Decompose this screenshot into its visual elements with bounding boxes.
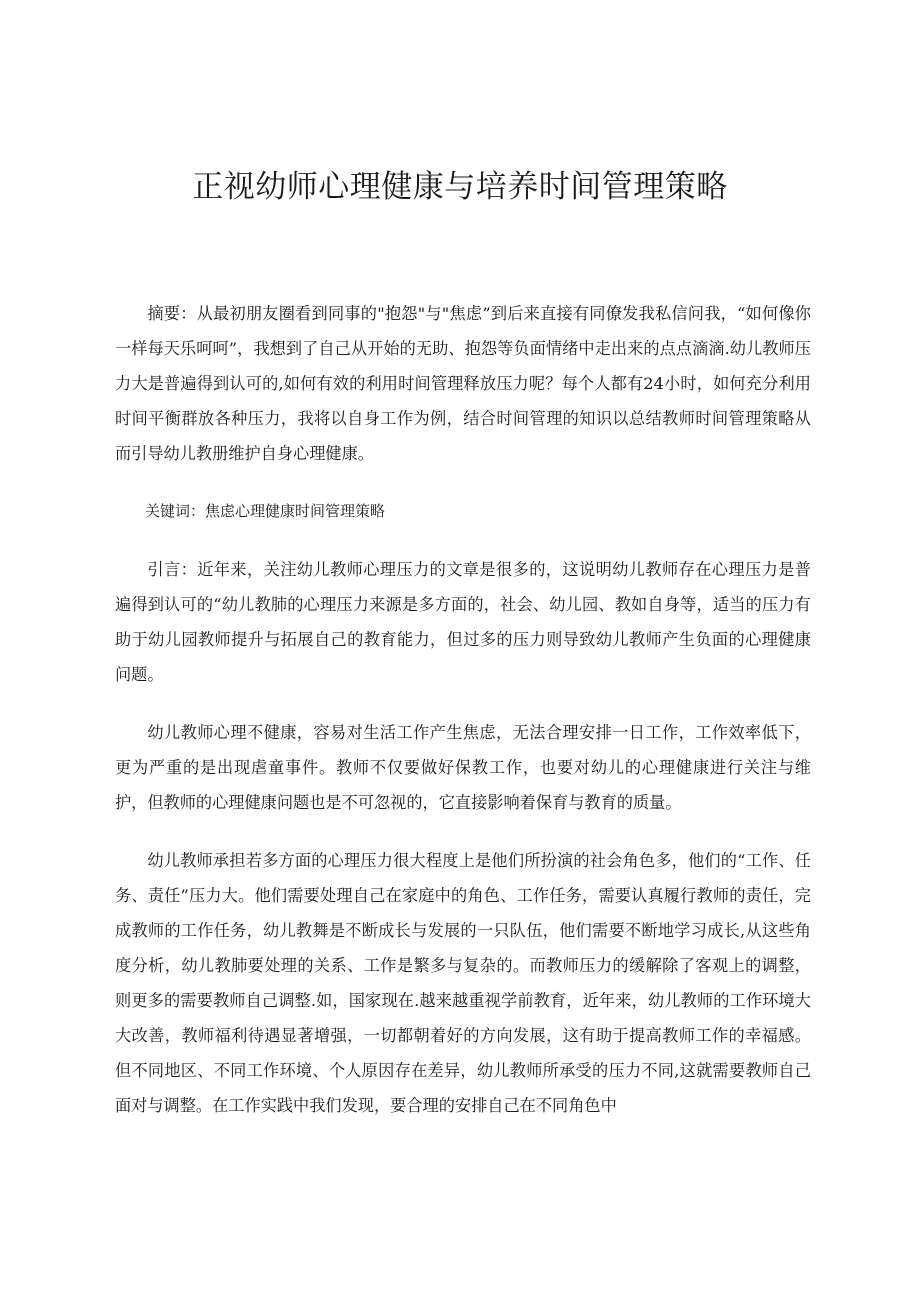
abstract-paragraph: 摘要：从最初朋友圈看到同事的"抱怨"与"焦虑”到后来直接有同僚发我私信问我，“如何像你一样每天乐呵呵”，我想到了自己从开始的无助、抱怨等负面情绪中走出来的点点滴滴.幼儿教师压力大是普遍得到认可的,如何有效的利用时间管理释放压力呢？每个人都有24小时，如何充分利用时间平衡群放各种压力，我将以自身工作为例，结合时间管理的知识以总结教师时间管理策略从而引导幼儿教册维护自身心理健康。 bbox=[115, 304, 811, 463]
body-paragraph: 幼儿教师承担若多方面的心理压力很大程度上是他们所扮演的社会角色多，他们的“工作、任务、责任”压力大。他们需要处理自己在家庭中的角色、工作任务，需要认真履行教师的责任，完成教师的工作任务，幼儿教舞是不断成长与发展的一只队伍，他们需要不断地学习成长,从这些角度分析，幼儿教肺要处理的关系、工作是繁多与复杂的。而教师压力的缓解除了客观上的调整，则更多的需要教师自己调整.如，国家现在.越来越重视学前教育，近年来，幼儿教师的工作环境大大改善，教师福利待遇显著增强，一切都朝着好的方向发展，这有助于提高教师工作的幸福感。但不同地区、不同工作环境、个人原因存在差异，幼儿教师所承受的压力不同,这就需要教师自己面对与调整。在工作实践中我们发现，要合理的安排自己在不同角色中 bbox=[115, 851, 811, 1115]
body-paragraph: 幼儿教师心理不健康，容易对生活工作产生焦虑，无法合理安排一日工作，工作效率低下，更为严重的是出现虐童事件。教师不仅要做好保教工作，也要对幼儿的心理健康进行关注与维护，但教师的心理健康问题也是不可忽视的，它直接影响着保育与教育的质量。 bbox=[115, 723, 811, 812]
document-body bbox=[115, 296, 811, 1146]
introduction-paragraph: 引言：近年来，关注幼儿教师心理压力的文章是很多的，这说明幼儿教师存在心理压力是普遍得到认可的“幼儿教肺的心理压力来源是多方面的，社会、幼儿园、教如自身等，适当的压力有助于幼儿园教师提升与拓展自己的教育能力，但过多的压力则导致幼儿教师产生负面的心理健康问题。 bbox=[115, 560, 811, 684]
keywords-paragraph: 关键词：焦虑心理健康时间管理策略 bbox=[145, 502, 386, 520]
document-title: 正视幼师心理健康与培养时间管理策略 bbox=[192, 169, 728, 205]
